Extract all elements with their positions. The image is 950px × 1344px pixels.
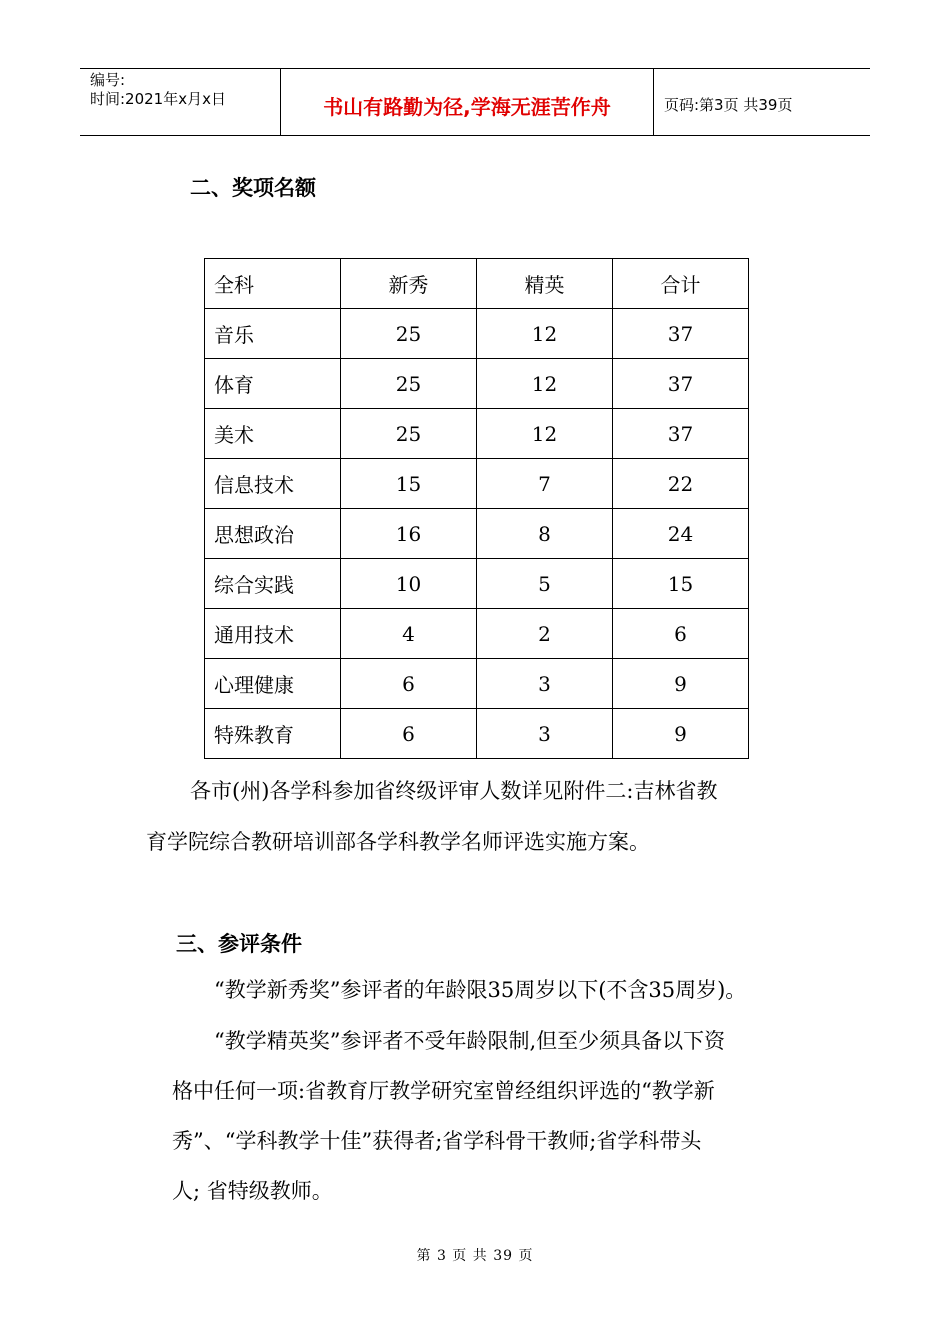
table-row xyxy=(205,309,749,359)
table-row xyxy=(205,509,749,559)
value-cell: 9 xyxy=(613,709,749,759)
subject-cell: 综合实践 xyxy=(205,559,341,609)
award-quota-table xyxy=(204,258,749,759)
subject-cell: 心理健康 xyxy=(205,659,341,709)
value-cell: 15 xyxy=(341,459,477,509)
value-cell: 9 xyxy=(613,659,749,709)
serial-label: 编号: xyxy=(90,71,126,89)
criteria-paragraph-1: “教学新秀奖”参评者的年龄限35周岁以下(不含35周岁)。 xyxy=(214,978,747,1002)
table-row xyxy=(205,709,749,759)
column-header: 精英 xyxy=(477,259,613,309)
criteria-paragraph-2-line-3: 秀”、“学科教学十佳”获得者;省学科骨干教师;省学科带头 xyxy=(172,1129,702,1153)
value-cell: 6 xyxy=(341,659,477,709)
page-footer: 第 3 页 共 39 页 xyxy=(416,1248,534,1264)
subject-cell: 特殊教育 xyxy=(205,709,341,759)
value-cell: 3 xyxy=(477,709,613,759)
value-cell: 6 xyxy=(341,709,477,759)
value-cell: 25 xyxy=(341,309,477,359)
value-cell: 4 xyxy=(341,609,477,659)
value-cell: 6 xyxy=(613,609,749,659)
value-cell: 25 xyxy=(341,409,477,459)
value-cell: 10 xyxy=(341,559,477,609)
value-cell: 16 xyxy=(341,509,477,559)
column-header: 新秀 xyxy=(341,259,477,309)
subject-cell: 通用技术 xyxy=(205,609,341,659)
page-header xyxy=(80,68,870,136)
column-header: 全科 xyxy=(205,259,341,309)
time-label: 时间:2021年x月x日 xyxy=(90,90,226,108)
subject-cell: 信息技术 xyxy=(205,459,341,509)
column-header: 合计 xyxy=(613,259,749,309)
header-page-info: 页码:第3页 共39页 xyxy=(664,95,793,114)
table-row xyxy=(205,359,749,409)
value-cell: 12 xyxy=(477,359,613,409)
value-cell: 22 xyxy=(613,459,749,509)
value-cell: 37 xyxy=(613,309,749,359)
table-header-row xyxy=(205,259,749,309)
subject-cell: 音乐 xyxy=(205,309,341,359)
value-cell: 37 xyxy=(613,409,749,459)
value-cell: 7 xyxy=(477,459,613,509)
subject-cell: 思想政治 xyxy=(205,509,341,559)
table-row xyxy=(205,659,749,709)
value-cell: 15 xyxy=(613,559,749,609)
value-cell: 3 xyxy=(477,659,613,709)
value-cell: 37 xyxy=(613,359,749,409)
table-row xyxy=(205,559,749,609)
criteria-paragraph-2-line-1: “教学精英奖”参评者不受年龄限制,但至少须具备以下资 xyxy=(214,1029,726,1053)
value-cell: 12 xyxy=(477,409,613,459)
criteria-paragraph-2-line-4: 人; 省特级教师。 xyxy=(172,1179,333,1203)
value-cell: 8 xyxy=(477,509,613,559)
value-cell: 24 xyxy=(613,509,749,559)
criteria-paragraph-2-line-2: 格中任何一项:省教育厅教学研究室曾经组织评选的“教学新 xyxy=(172,1079,715,1103)
note-line-1: 各市(州)各学科参加省终级评审人数详见附件二:吉林省教 xyxy=(190,779,718,803)
table-row xyxy=(205,459,749,509)
subject-cell: 美术 xyxy=(205,409,341,459)
table-row xyxy=(205,409,749,459)
value-cell: 12 xyxy=(477,309,613,359)
header-left-cell xyxy=(80,69,281,135)
header-motto: 书山有路勤为径,学海无涯苦作舟 xyxy=(281,69,654,135)
value-cell: 5 xyxy=(477,559,613,609)
section-2-title: 二、奖项名额 xyxy=(190,176,316,200)
value-cell: 25 xyxy=(341,359,477,409)
section-3-title: 三、参评条件 xyxy=(176,932,302,956)
table-row xyxy=(205,609,749,659)
value-cell: 2 xyxy=(477,609,613,659)
note-line-2: 育学院综合教研培训部各学科教学名师评选实施方案。 xyxy=(146,830,650,854)
subject-cell: 体育 xyxy=(205,359,341,409)
